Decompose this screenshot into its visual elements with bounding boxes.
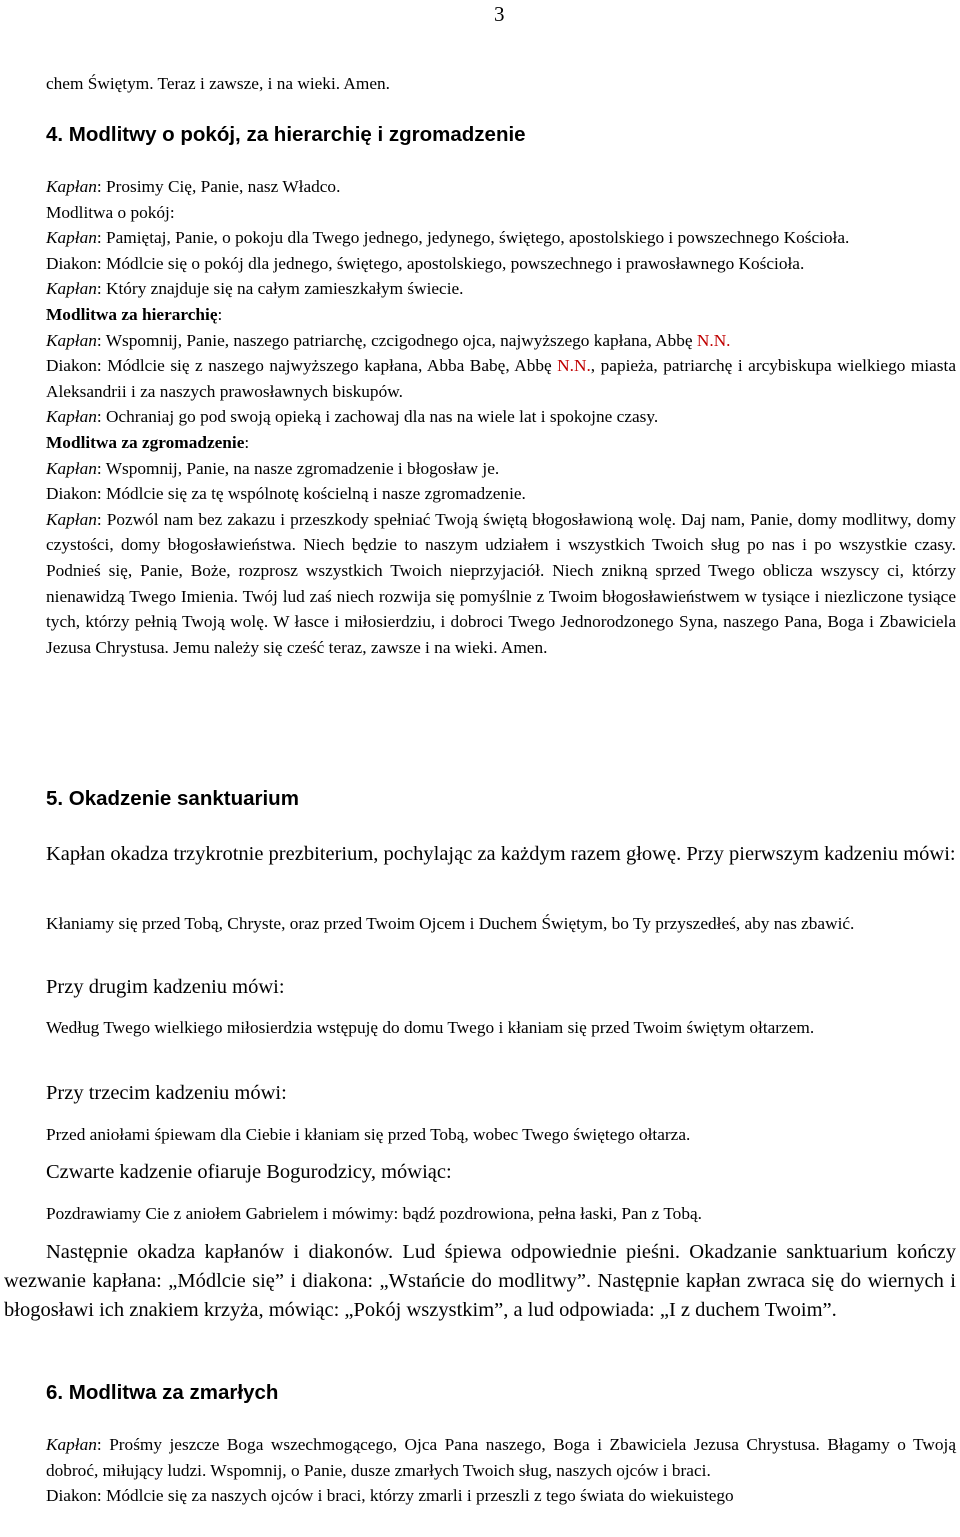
deacon-line: Diakon: Módlcie się za tę wspólnotę kościelną i nasze zgromadzenie.	[46, 484, 526, 504]
priest-line	[0, 507, 960, 661]
speaker-label: Kapłan	[46, 177, 97, 196]
line-text: Diakon: Módlcie się z naszego najwyższego kapłana, Abba Babę, Abbę	[46, 356, 558, 376]
continuation-line: chem Świętym. Teraz i zawsze, i na wieki. Amen.	[46, 74, 390, 93]
section-6-title: 6. Modlitwa za zmarłych	[46, 1381, 279, 1404]
incense-third-intro: Przy trzecim kadzeniu mówi:	[46, 1082, 287, 1104]
section-4-title: 4. Modlitwy o pokój, za hierarchię i zgromadzenie	[46, 123, 526, 146]
incense-prayer-2: Według Twego wielkiego miłosierdzia wstępuję do domu Twego i kłaniam się przed Twoim świętym ołtarzem.	[46, 1018, 815, 1037]
peace-heading: Modlitwa o pokój:	[46, 202, 175, 222]
deacon-line: Diakon: Módlcie się za naszych ojców i braci, którzy zmarli i przeszli z tego świata do wiekuistego	[46, 1486, 734, 1506]
section-4-body	[0, 174, 960, 660]
line-text: : Wspomnij, Panie, naszego patriarchę, czcigodnego ojca, najwyższego kapłana, Abbę	[96, 330, 697, 350]
priest-line	[0, 174, 960, 200]
hierarchy-heading: Modlitwa za hierarchię:	[46, 304, 223, 324]
heading-text: Modlitwa za zgromadzenie	[46, 432, 245, 452]
name-placeholder: N.N.	[696, 330, 731, 350]
deacon-line: Diakon: Módlcie się o pokój dla jednego, świętego, apostolskiego, powszechnego i prawosławnego Kościoła.	[46, 253, 805, 273]
line-text: : Prosimy Cię, Panie, nasz Władco.	[96, 177, 341, 196]
line-text: : Wspomnij, Panie, na nasze zgromadzenie i błogosław je.	[96, 458, 500, 478]
incense-prayer-4: Pozdrawiamy Cie z aniołem Gabrielem i mówimy: bądź pozdrowiona, pełna łaski, Pan z Tobą.	[46, 1204, 702, 1223]
speaker-label: Kapłan	[46, 458, 97, 478]
speaker-label: Kapłan	[46, 1435, 97, 1454]
page-number: 3	[494, 2, 505, 26]
section-6-body	[0, 1432, 960, 1509]
line-text: : Który znajduje się na całym zamieszkałym świecie.	[96, 279, 464, 299]
heading-text: Modlitwa za hierarchię	[46, 304, 218, 324]
speaker-label: Kapłan	[46, 407, 97, 427]
priest-line	[0, 276, 960, 302]
line-text: : Pozwól nam bez zakazu i przeszkody spełniać Twoją świętą błogosławioną wolę. Daj nam, Panie, domy modlitwy, domy czystości, domy błogosławieństwa. Niech będzie to naszym udziałem i wszystkich Twoich sług po nas i po wszystkie czasy. Podnieś się, Panie, Boże, rozprosz wszystkich Twoich nieprzyjaciół. Niech znikną sprzed Twego oblicza wszyscy ci, którzy nienawidzą Twego Imienia. Twój lud zaś niech rozwija się pomyślnie z Twoim błogosławieństwem w tysiące i niezliczone tysiące tych, którzy pełnią Twoją wolę. W łasce i miłosierdziu, i dobroci Twego Jednorodzonego Syna, naszego Pana, Boga i Zbawiciela Jezusa Chrystusa. Jemu należy się cześć teraz, zawsze i na wieki. Amen.	[46, 509, 956, 657]
incense-fourth-intro: Czwarte kadzenie ofiaruje Bogurodzicy, mówiąc:	[46, 1161, 452, 1183]
section-5-title: 5. Okadzenie sanktuarium	[46, 787, 299, 810]
priest-line	[0, 404, 960, 430]
speaker-label: Kapłan	[46, 330, 97, 350]
incense-second-intro: Przy drugim kadzeniu mówi:	[46, 976, 285, 998]
deacon-line	[0, 353, 960, 404]
line-text: : Ochraniaj go pod swoją opieką i zachowaj dla nas na wiele lat i spokojne czasy.	[96, 407, 659, 427]
name-placeholder: N.N.	[557, 356, 591, 376]
line-text: , papieża, patriarchę i arcybiskupa wielkiego miasta Aleksandrii i za naszych prawosławnych biskupów.	[46, 356, 956, 401]
heading-text: Modlitwa o pokój	[46, 202, 170, 222]
speaker-label: Kapłan	[46, 509, 97, 529]
priest-line	[0, 328, 960, 354]
line-text: : Pamiętaj, Panie, o pokoju dla Twego jednego, jedynego, świętego, apostolskiego i powszechnego Kościoła.	[96, 228, 850, 248]
priest-line	[0, 1432, 960, 1483]
incense-prayer-3: Przed aniołami śpiewam dla Ciebie i kłaniam się przed Tobą, wobec Twego świętego ołtarza.	[46, 1125, 691, 1144]
assembly-heading: Modlitwa za zgromadzenie:	[46, 432, 250, 452]
incense-prayer-1: Kłaniamy się przed Tobą, Chryste, oraz przed Twoim Ojcem i Duchem Świętym, bo Ty przyszedłeś, aby nas zbawić.	[46, 914, 855, 933]
priest-line	[0, 456, 960, 482]
incense-closing: Następnie okadza kapłanów i diakonów. Lud śpiewa odpowiednie pieśni. Okadzanie sanktuarium kończy wezwanie kapłana: „Módlcie się” i diakona: „Wstańcie do modlitwy”. Następnie kapłan zwraca się do wiernych i błogosławi ich znakiem krzyża, mówiąc: „Pokój wszystkim”, a lud odpowiada: „I z duchem Twoim”.	[4, 1241, 956, 1321]
incense-intro: Kapłan okadza trzykrotnie prezbiterium, pochylając za każdym razem głowę. Przy pierwszym kadzeniu mówi:	[46, 843, 956, 865]
line-text: : Prośmy jeszcze Boga wszechmogącego, Ojca Pana naszego, Boga i Zbawiciela Jezusa Chrystusa. Błagamy o Twoją dobroć, miłujący ludzi. Wspomnij, o Panie, dusze zmarłych Twoich sług, naszych ojców i braci.	[46, 1435, 956, 1480]
speaker-label: Kapłan	[46, 279, 97, 299]
speaker-label: Kapłan	[46, 228, 97, 248]
priest-line	[0, 225, 960, 251]
